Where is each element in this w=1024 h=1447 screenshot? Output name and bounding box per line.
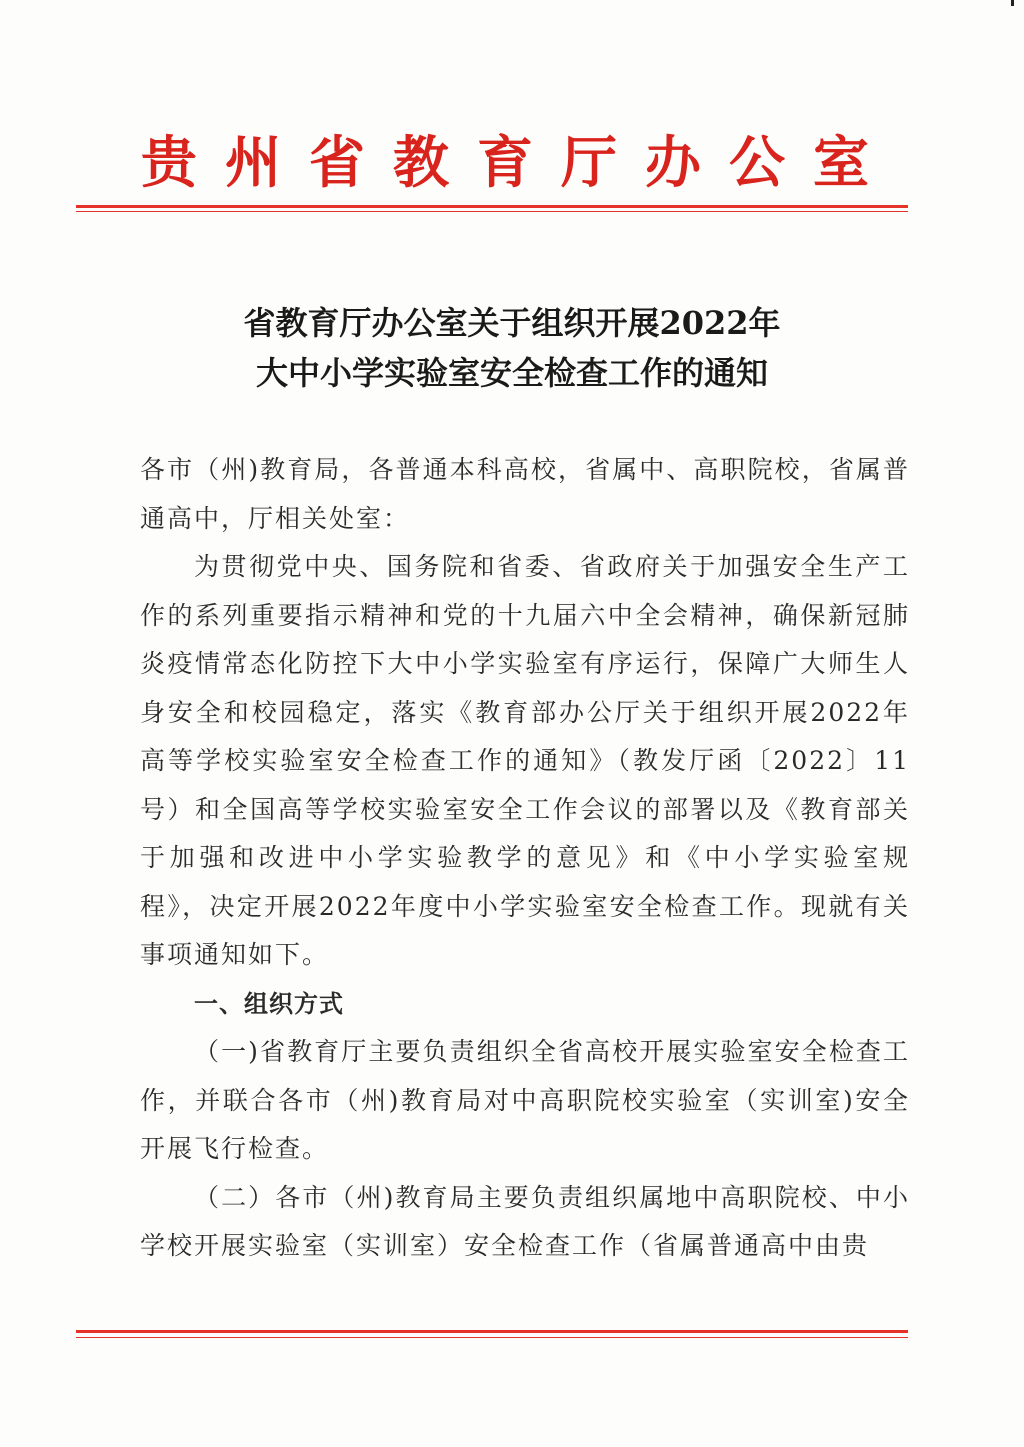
footer-red-rule <box>76 1330 908 1333</box>
intro-paragraph: 为贯彻党中央、国务院和省委、省政府关于加强安全生产工作的系列重要指示精神和党的十九届六中全会精神，确保新冠肺炎疫情常态化防控下大中小学实验室有序运行，保障广大师生人身安全和校园稳定，落实《教育部办公厅关于组织开展2022年高等学校实验室安全检查工作的通知》（教发厅函〔2022〕11号）和全国高等学校实验室安全工作会议的部署以及《教育部关于加强和改进中小学实验教学的意见》和《中小学实验室规程》，决定开展2022年度中小学实验室安全检查工作。现就有关事项通知如下。 <box>140 552 910 969</box>
document-title-line2: 大中小学实验室安全检查工作的通知 <box>255 354 768 392</box>
letterhead-red-rule-thin <box>76 211 908 212</box>
salutation: 各市（州)教育局，各普通本科高校，省属中、高职院校，省属普通高中，厅相关处室： <box>140 455 910 533</box>
footer-red-rule-thin <box>76 1337 908 1338</box>
scan-edge-mark <box>1011 0 1014 6</box>
document-body <box>140 446 910 1271</box>
document-title <box>0 298 1024 398</box>
letterhead-red-rule <box>76 205 908 208</box>
item-two-paragraph: （二）各市（州)教育局主要负责组织属地中高职院校、中小学校开展实验室（实训室）安全检查工作（省属普通高中由贵 <box>140 1182 910 1260</box>
letterhead-org-name: 贵州省教育厅办公室 <box>141 130 897 196</box>
document-title-line1: 省教育厅办公室关于组织开展2022年 <box>243 304 781 342</box>
section-heading: 一、组织方式 <box>194 989 344 1018</box>
item-one-paragraph: （一)省教育厅主要负责组织全省高校开展实验室安全检查工作，并联合各市（州)教育局对中高职院校实验室（实训室)安全开展飞行检查。 <box>140 1037 910 1163</box>
